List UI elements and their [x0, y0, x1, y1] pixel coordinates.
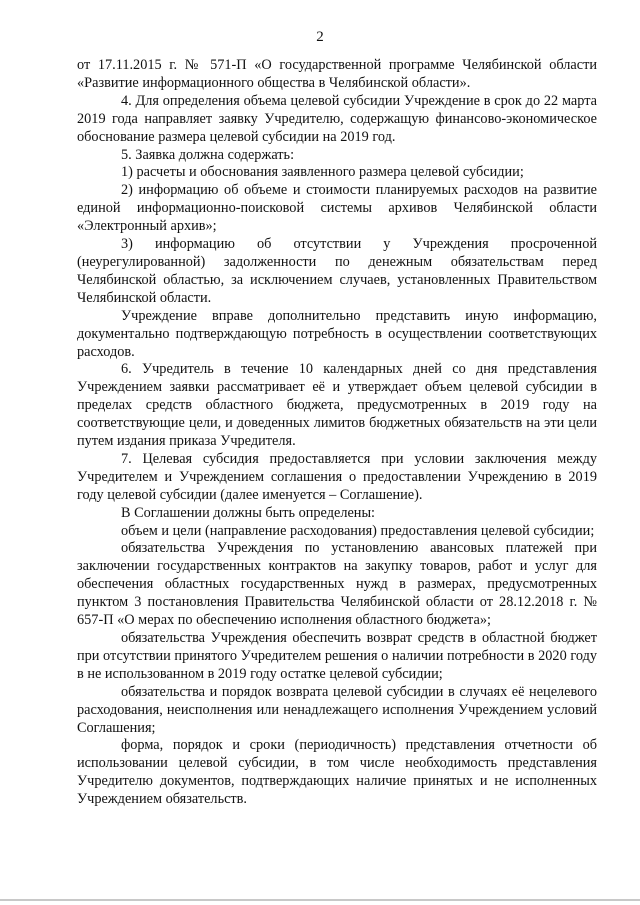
- paragraph-agreement-term-4: обязательства и порядок возврата целевой субсидии в случаях её нецелевого расходования, неисполнения или ненадлежащего исполнения Учреждением условий Соглашения;: [77, 683, 597, 736]
- page-number: 2: [316, 29, 324, 45]
- paragraph-agreement-term-2: обязательства Учреждения по установлению авансовых платежей при заключении государственных контрактов на закупку товаров, работ и услуг для обеспечения областных государственных нужд в размерах, предусмотренных пунктом 3 постановления Правительства Челябинской области от 28.12.2018 г. № 657-П «О мерах по обеспечению исполнения областного бюджета»;: [77, 540, 597, 629]
- paragraph-subitem-1: 1) расчеты и обоснования заявленного размера целевой субсидии;: [121, 164, 524, 181]
- paragraph-subitem-3: 3) информацию об отсутствии у Учреждения просроченной (неурегулированной) задолженности по денежным обязательствам перед Челябинской областью, за исключением случаев, установленных Правительством Челябинской области.: [77, 236, 597, 306]
- document-body: [77, 57, 597, 809]
- paragraph-agreement-term-1: объем и цели (направление расходования) предоставления целевой субсидии;: [121, 522, 595, 539]
- paragraph-subitem-2: 2) информацию об объеме и стоимости планируемых расходов на развитие единой информационно-поисковой системы архивов Челябинской области «Электронный архив»;: [77, 182, 597, 235]
- paragraph-item-4: 4. Для определения объема целевой субсидии Учреждение в срок до 22 марта 2019 года направляет заявку Учредителю, содержащую финансово-экономическое обоснование размера целевой субсидии на 2019 год.: [77, 92, 597, 145]
- paragraph-item-6: 6. Учредитель в течение 10 календарных дней со дня представления Учреждением заявки рассматривает её и утверждает объем целевой субсидии в пределах средств областного бюджета, предусмотренных в 2019 году на соответствующие цели, и доведенных лимитов бюджетных обязательств на эти цели путем издания приказа Учредителя.: [77, 361, 597, 450]
- paragraph-agreement-intro: В Соглашении должны быть определены:: [121, 504, 376, 521]
- paragraph-item-5: 5. Заявка должна содержать:: [121, 146, 295, 163]
- paragraph-item-7: 7. Целевая субсидия предоставляется при условии заключения между Учредителем и Учреждением соглашения о предоставлении Учреждению в 2019 году целевой субсидии (далее именуется – Соглашение).: [77, 450, 597, 503]
- paragraph-agreement-term-5: форма, порядок и сроки (периодичность) представления отчетности об использовании целевой субсидии, в том числе необходимость представления Учредителю документов, подтверждающих наличие принятых и не исполненных Учреждением обязательств.: [77, 737, 597, 808]
- page-bottom-edge: [0, 899, 640, 901]
- paragraph-continuation: от 17.11.2015 г. № 571-П «О государственной программе Челябинской области «Развитие информационного общества в Челябинской области».: [77, 57, 597, 91]
- paragraph-additional-info: Учреждение вправе дополнительно представить иную информацию, документально подтверждающую потребность в осуществлении соответствующих расходов.: [77, 307, 597, 360]
- paragraph-agreement-term-3: обязательства Учреждения обеспечить возврат средств в областной бюджет при отсутствии принятого Учредителем решения о наличии потребности в 2020 году в не использованном в 2019 году остатке целевой субсидии;: [77, 630, 597, 682]
